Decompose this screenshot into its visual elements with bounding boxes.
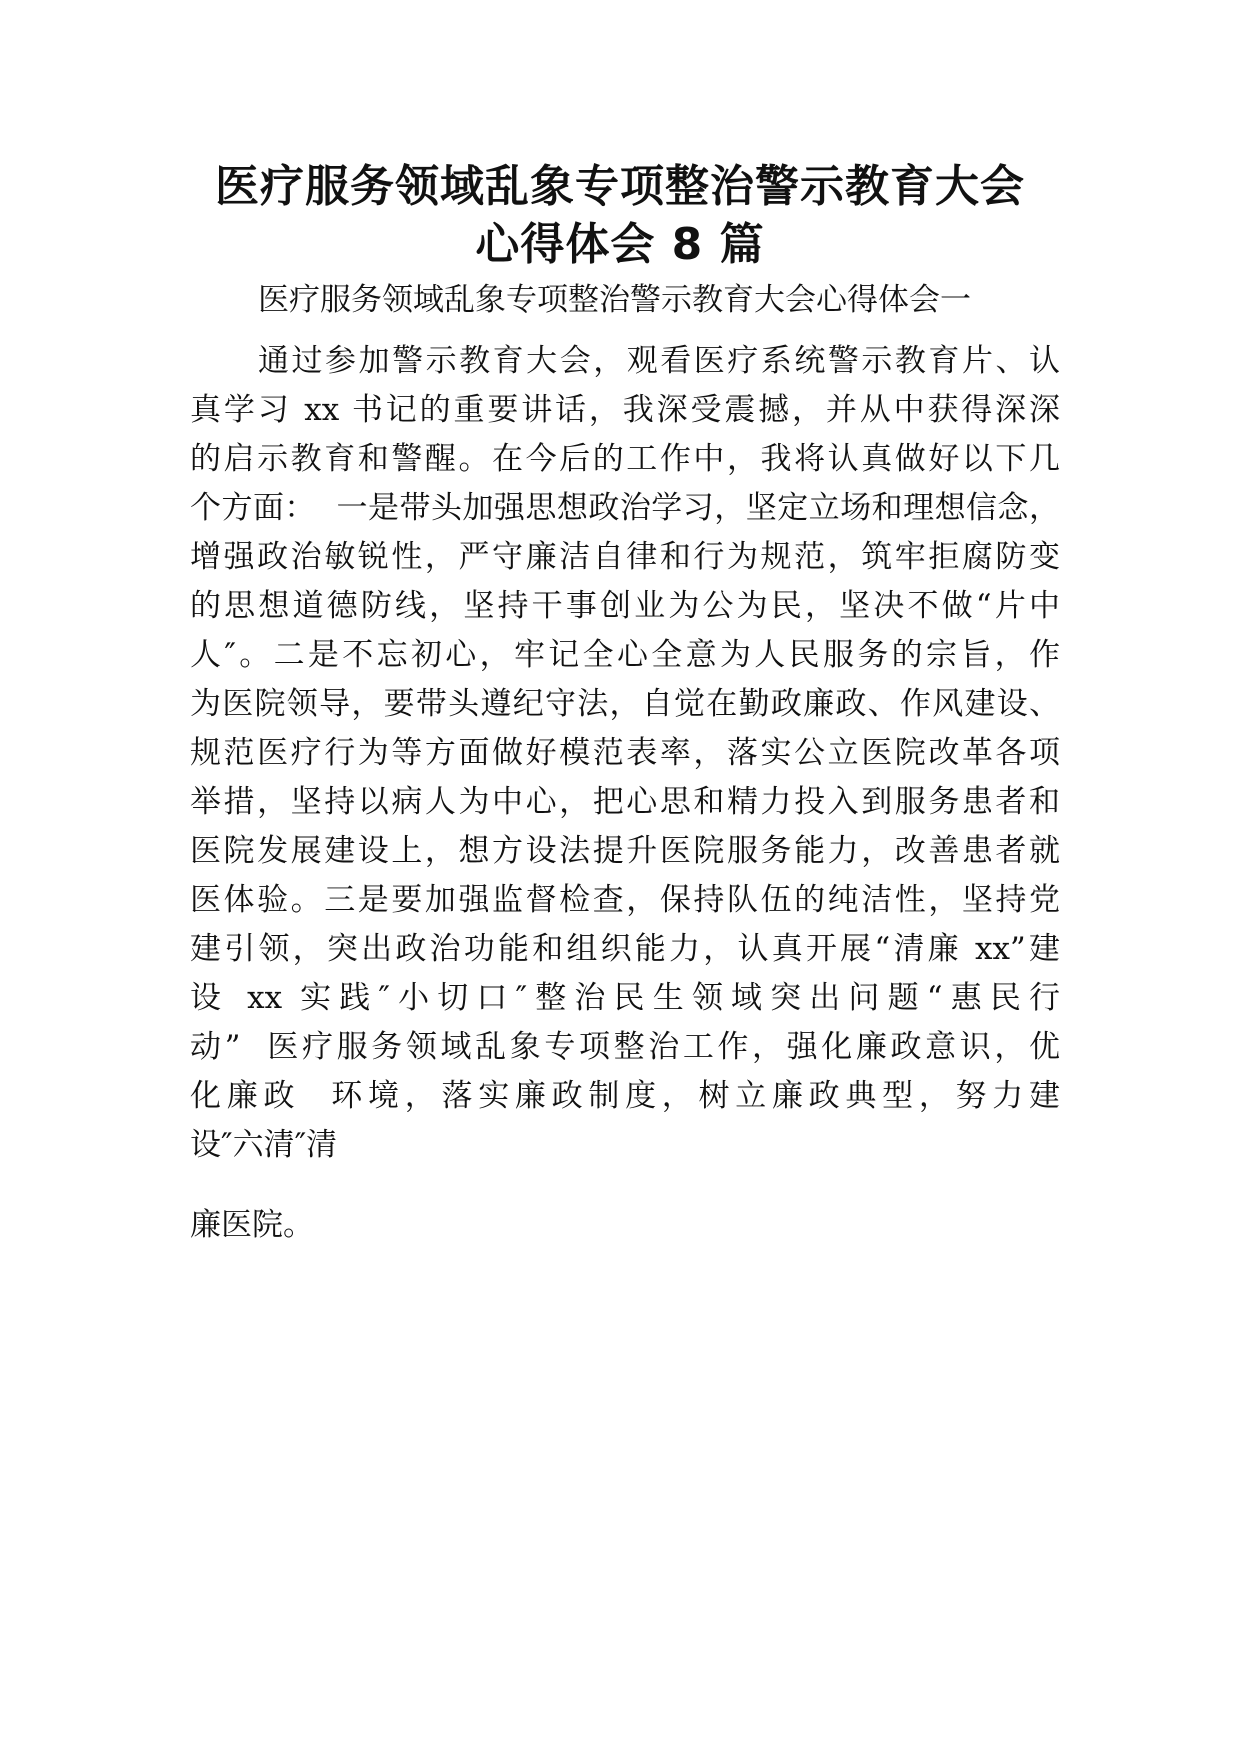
body-line-12: 医体验。三是要加强监督检查，保持队伍的纯洁性，坚持党 [190,882,1060,918]
body-line-13: 建引领，突出政治功能和组织能力，认真开展“清廉 xx”建 [190,931,1060,967]
body-line-14: 设 xx 实践″小切口″整治民生领域突出问题“惠民行 [190,980,1060,1016]
document-title-line-2: 心得体会 8 篇 [475,219,765,270]
body-line-2: 真学习 xx 书记的重要讲话，我深受震撼，并从中获得深深 [190,392,1060,428]
body-line-4: 个方面： 一是带头加强思想政治学习，坚定立场和理想信念， [190,490,1060,526]
body-line-5: 增强政治敏锐性，严守廉洁自律和行为规范，筑牢拒腐防变 [190,539,1060,575]
body-line-3: 的启示教育和警醒。在今后的工作中，我将认真做好以下几 [190,441,1060,477]
body-line-8: 为医院领导，要带头遵纪守法，自觉在勤政廉政、作风建设、 [190,686,1060,722]
body-line-1: 通过参加警示教育大会，观看医疗系统警示教育片、认 [258,343,1060,379]
body-line-7: 人″。二是不忘初心，牢记全心全意为人民服务的宗旨，作 [190,637,1060,673]
body-line-9: 规范医疗行为等方面做好模范表率，落实公立医院改革各项 [190,735,1060,771]
document-title-line-1: 医疗服务领域乱象专项整治警示教育大会 [215,161,1025,212]
section-heading: 医疗服务领域乱象专项整治警示教育大会心得体会一 [258,282,971,318]
body-line-15: 动” 医疗服务领域乱象专项整治工作，强化廉政意识，优 [190,1029,1060,1065]
body-line-11: 医院发展建设上，想方设法提升医院服务能力，改善患者就 [190,833,1060,869]
body-line-10: 举措，坚持以病人为中心，把心思和精力投入到服务患者和 [190,784,1060,820]
body-trailing-line: 廉医院。 [190,1207,314,1243]
body-line-16: 化廉政 环境，落实廉政制度，树立廉政典型，努力建 [190,1078,1060,1114]
body-line-17: 设″六清″清 [190,1127,338,1163]
body-line-6: 的思想道德防线，坚持干事创业为公为民，坚决不做“片中 [190,588,1060,624]
